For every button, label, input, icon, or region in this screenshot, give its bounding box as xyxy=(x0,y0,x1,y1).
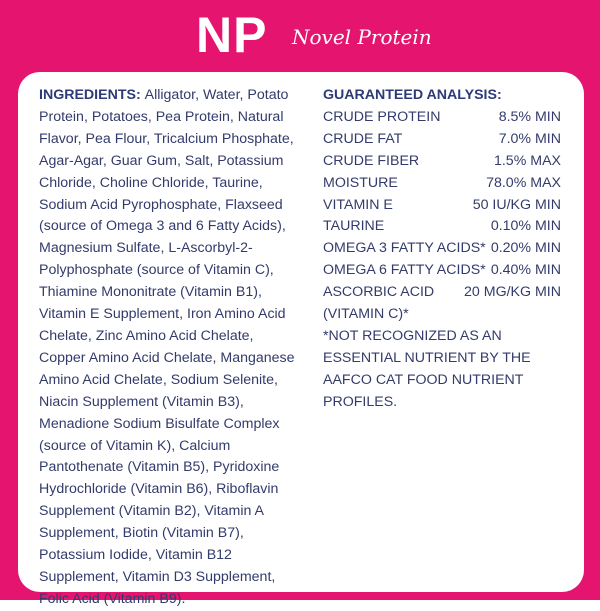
label-panel xyxy=(18,72,584,607)
analysis-row xyxy=(323,216,561,238)
ascorbic-note: (VITAMIN C)* xyxy=(323,306,409,323)
analysis-row-value: 78.0% MAX xyxy=(486,174,561,191)
analysis-row-value: 1.5% MAX xyxy=(493,152,561,169)
analysis-row-value: 7.0% MIN xyxy=(498,130,561,147)
ingredients-heading: INGREDIENTS: xyxy=(39,87,145,103)
analysis-row xyxy=(323,238,561,260)
analysis-row xyxy=(323,260,561,282)
analysis-row xyxy=(323,173,561,195)
analysis-heading: GUARANTEED ANALYSIS: xyxy=(323,87,502,103)
analysis-row-name: CRUDE FIBER xyxy=(323,152,420,169)
analysis-row-name: TAURINE xyxy=(323,218,385,235)
analysis-row xyxy=(323,129,561,151)
ingredients-section xyxy=(39,85,301,611)
analysis-row-value: 50 IU/KG MIN xyxy=(472,196,561,213)
analysis-row-value: 0.10% MIN xyxy=(490,218,561,235)
guaranteed-analysis-section xyxy=(323,85,561,414)
analysis-row-value: 8.5% MIN xyxy=(498,108,561,125)
analysis-row-name: CRUDE PROTEIN xyxy=(323,108,441,125)
analysis-row xyxy=(323,151,561,173)
analysis-row xyxy=(323,282,561,304)
analysis-footnote: *NOT RECOGNIZED AS AN ESSENTIAL NUTRIENT BY THE AAFCO CAT FOOD NUTRIENT PROFILES. xyxy=(323,327,531,410)
analysis-row xyxy=(323,195,561,217)
analysis-row-name: CRUDE FAT xyxy=(323,130,403,147)
brand-code: NP xyxy=(196,7,268,63)
analysis-row-value: 0.20% MIN xyxy=(490,240,561,257)
analysis-row xyxy=(323,107,561,129)
analysis-row-name: OMEGA 3 FATTY ACIDS* xyxy=(323,240,486,257)
analysis-row-value: 0.40% MIN xyxy=(490,262,561,279)
analysis-row-value: 20 MG/KG MIN xyxy=(464,284,561,301)
analysis-row-name: OMEGA 6 FATTY ACIDS* xyxy=(323,262,486,279)
analysis-row-name: MOISTURE xyxy=(323,174,398,191)
analysis-row-name: VITAMIN E xyxy=(323,196,393,213)
ingredients-text: Alligator, Water, Potato Protein, Potatoes, Pea Protein, Natural Flavor, Pea Flour, Tricalcium Phosphate, Agar-Agar, Guar Gum, Salt, Potassium Chloride, Choline Chloride, Taurine, Sodium Acid Pyrophosphate, Flaxseed (source of Omega 3 and 6 Fatty Acids), Magnesium Sulfate, L-Ascorbyl-2-Polyphosphate (source of Vitamin C), Thiamine Mononitrate (Vitamin B1), Vitamin E Supplement, Iron Amino Acid Chelate, Zinc Amino Acid Chelate, Copper Amino Acid Chelate, Manganese Amino Acid Chelate, Sodium Selenite, Niacin Supplement (Vitamin B3), Menadione Sodium Bisulfate Complex (source of Vitamin K), Calcium Pantothenate (Vitamin B5), Pyridoxine Hydrochloride (Vitamin B6), Riboflavin Supplement (Vitamin B2), Vitamin A Supplement, Biotin (Vitamin B7), Potassium Iodide, Vitamin B12 Supplement, Vitamin D3 Supplement, Folic Acid (Vitamin B9). xyxy=(39,87,295,607)
label-header xyxy=(0,0,600,72)
analysis-row-name: ASCORBIC ACID xyxy=(323,284,435,301)
brand-subtitle: Novel Protein xyxy=(292,25,432,49)
